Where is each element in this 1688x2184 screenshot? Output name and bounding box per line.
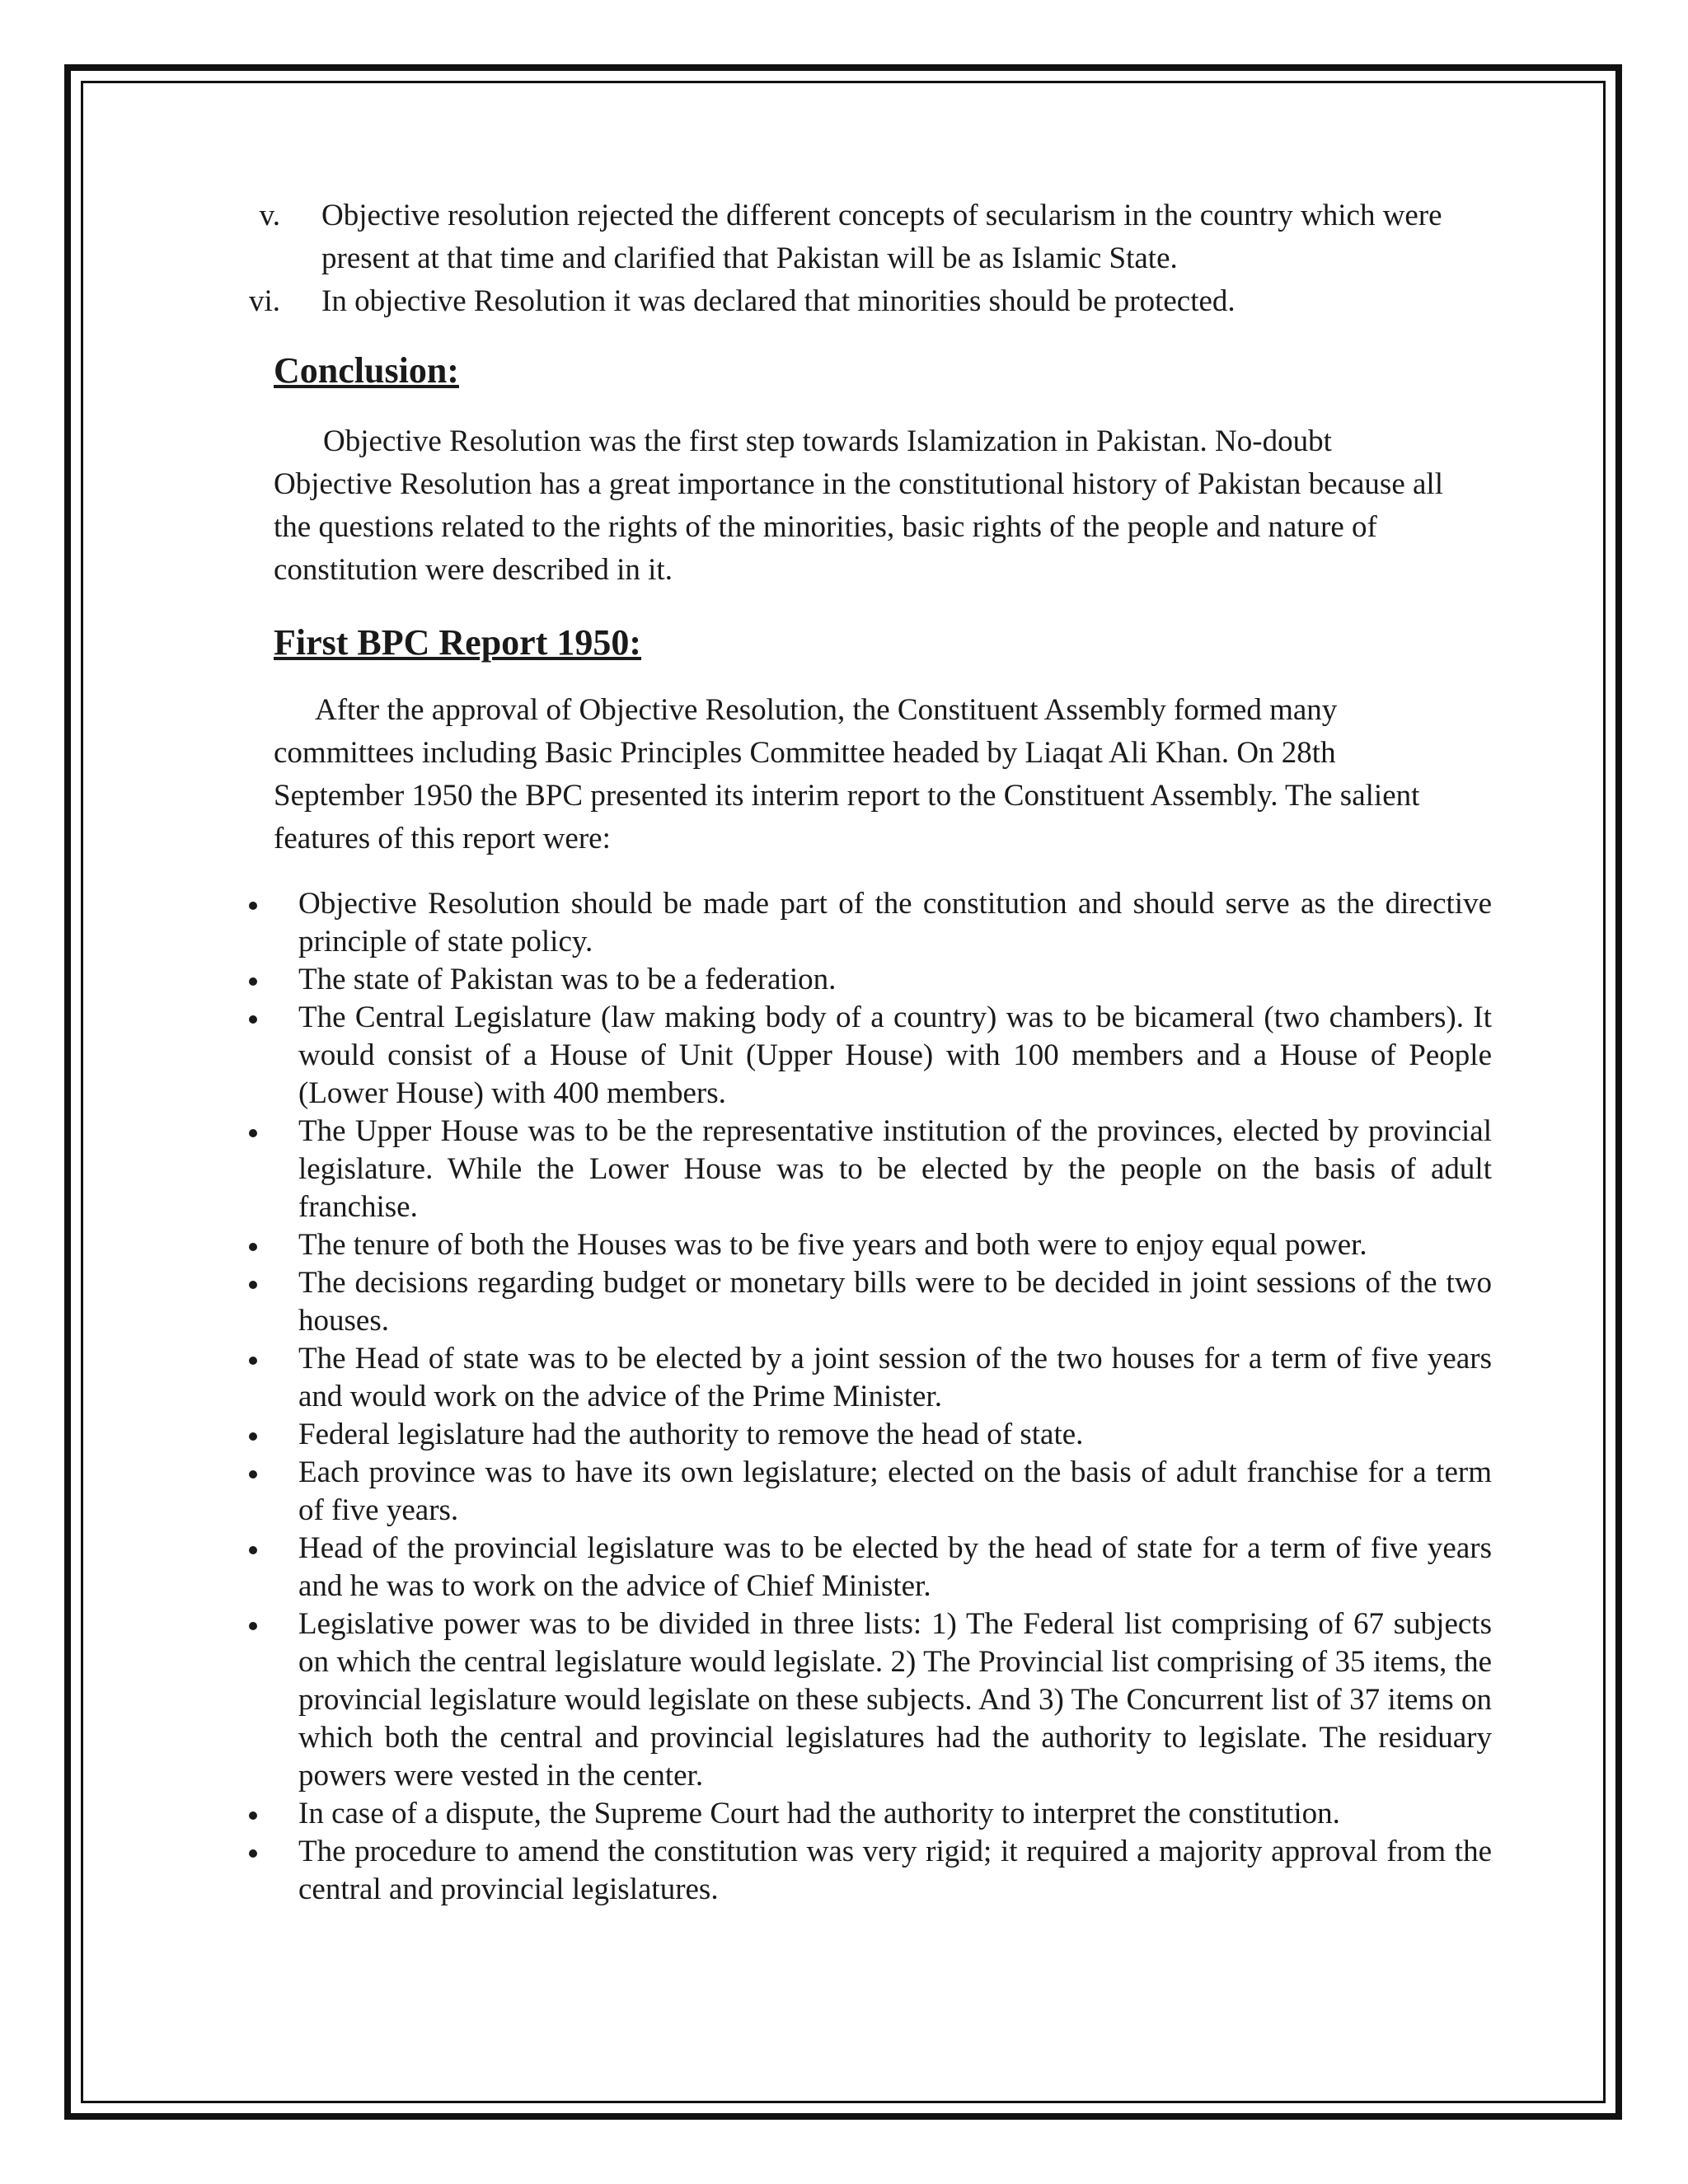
list-item-text: The Head of state was to be elected by a joint session of the two houses for a term of five years and would work on the advice of the Prime Minister. (298, 1342, 1492, 1413)
bullet-icon (249, 1432, 257, 1441)
list-item-text: Each province was to have its own legislature; elected on the basis of adult franchise for a term of five years. (298, 1455, 1492, 1527)
bullet-icon (249, 1546, 257, 1554)
bullet-icon (249, 1357, 257, 1365)
list-item-text: Legislative power was to be divided in three lists: 1) The Federal list comprising of 67 subjects on which the central legislature would legislate. 2) The Provincial list comprising of 35 items, the provincial legislature would legislate on these subjects. And 3) The Concurrent list of 37 items on which both the central and provincial legislatures had the authority to legislate. The residuary powers were vested in the center. (298, 1607, 1492, 1793)
list-item-number: vi. (248, 284, 280, 318)
list-item-text: In objective Resolution it was declared that minorities should be protected. (321, 284, 1236, 318)
list-item (247, 961, 1492, 999)
list-item (247, 1833, 1492, 1909)
bullet-icon (249, 1243, 257, 1251)
list-item (247, 1416, 1492, 1454)
list-item (247, 1605, 1492, 1795)
bullet-icon (249, 1470, 257, 1479)
bullet-icon (249, 1811, 257, 1820)
list-item-text: In case of a dispute, the Supreme Court had the authority to interpret the constitution. (298, 1797, 1340, 1830)
list-item (247, 999, 1492, 1113)
list-item (247, 1264, 1492, 1340)
bpc-intro-paragraph: After the approval of Objective Resolution, the Constituent Assembly formed many committees including Basic Principles Committee headed by Liaqat Ali Khan. On 28th September 1950 the BPC presented its interim report to the Constituent Assembly. The salient features of this report were: (274, 693, 1420, 855)
list-item (247, 885, 1492, 961)
bpc-report-heading: First BPC Report 1950: (274, 622, 642, 663)
list-item (247, 1113, 1492, 1226)
bullet-icon (249, 1622, 257, 1630)
list-item-text: The state of Pakistan was to be a federation. (298, 963, 837, 996)
list-item-text: The decisions regarding budget or monetary bills were to be decided in joint sessions of the two houses. (298, 1266, 1492, 1338)
bullet-icon (249, 902, 257, 910)
bullet-icon (249, 977, 257, 986)
list-item (247, 1226, 1492, 1264)
list-item (247, 1530, 1492, 1605)
bpc-features-list (247, 885, 1492, 1909)
list-item-text: Objective resolution rejected the different concepts of secularism in the country which were present at that time and clarified that Pakistan will be as Islamic State. (321, 199, 1442, 275)
roman-numeral-list (231, 194, 1467, 323)
conclusion-paragraph: Objective Resolution was the first step towards Islamization in Pakistan. No-doubt Objective Resolution has a great importance in the constitutional history of Pakistan because all the questions related to the rights of the minorities, basic rights of the people and nature of constitution were described in it. (274, 424, 1443, 587)
list-item-text: Head of the provincial legislature was to be elected by the head of state for a term of five years and he was to work on the advice of Chief Minister. (298, 1531, 1492, 1603)
list-item-text: The Upper House was to be the representative institution of the provinces, elected by provincial legislature. While the Lower House was to be elected by the people on the basis of adult franchise. (298, 1114, 1492, 1224)
bullet-icon (249, 1129, 257, 1137)
bullet-icon (249, 1849, 257, 1858)
list-item (247, 1795, 1492, 1833)
list-item-text: Objective Resolution should be made part of the constitution and should serve as the directive principle of state policy. (298, 887, 1492, 958)
list-item (247, 1454, 1492, 1530)
list-item (231, 280, 1467, 323)
list-item-text: The procedure to amend the constitution was very rigid; it required a majority approval from the central and provincial legislatures. (298, 1835, 1492, 1906)
list-item (231, 194, 1467, 280)
list-item-text: The tenure of both the Houses was to be five years and both were to enjoy equal power. (298, 1228, 1367, 1262)
list-item-text: Federal legislature had the authority to remove the head of state. (298, 1418, 1084, 1451)
list-item (247, 1340, 1492, 1416)
list-item-text: The Central Legislature (law making body of a country) was to be bicameral (two chambers). It would consist of a House of Unit (Upper House) with 100 members and a House of People (Lower House) with 400 members. (298, 1001, 1492, 1110)
bullet-icon (249, 1281, 257, 1289)
conclusion-heading: Conclusion: (274, 350, 459, 391)
bullet-icon (249, 1015, 257, 1024)
list-item-number: v. (259, 199, 280, 232)
